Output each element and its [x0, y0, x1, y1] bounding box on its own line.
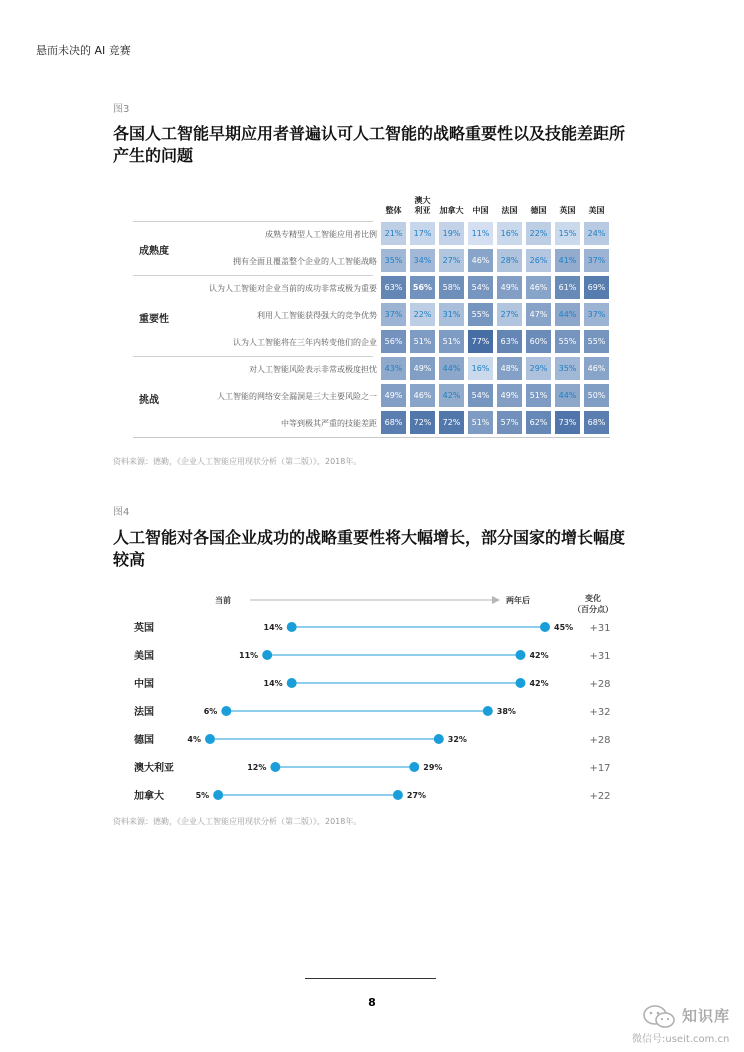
future-value-label: 27% — [406, 791, 427, 800]
heatmap-cell: 63% — [497, 330, 522, 353]
current-dot — [287, 622, 297, 632]
future-dot — [515, 650, 525, 660]
figure4-label: 图4 — [113, 507, 130, 518]
heatmap-cell: 28% — [497, 249, 522, 272]
heatmap-cell: 46% — [584, 357, 609, 380]
future-value-label: 45% — [554, 623, 574, 632]
heatmap-cell: 68% — [584, 411, 609, 434]
group-divider — [133, 275, 373, 276]
heatmap-cell: 51% — [439, 330, 464, 353]
current-value-label: 6% — [203, 707, 218, 716]
legend-current: 当前 — [215, 596, 231, 605]
table-bottom-rule — [133, 437, 610, 438]
page-number: 8 — [368, 996, 376, 1009]
heatmap-cell: 51% — [526, 384, 551, 407]
current-value-label: 4% — [187, 735, 201, 744]
group-name: 重要性 — [139, 313, 169, 325]
legend-arrow-head — [492, 596, 500, 604]
heatmap-cell: 60% — [526, 330, 551, 353]
future-dot — [393, 790, 403, 800]
future-value-label: 42% — [529, 679, 549, 688]
group-divider — [133, 221, 373, 222]
heatmap-cell: 27% — [439, 249, 464, 272]
future-value-label: 38% — [496, 707, 516, 716]
country-label: 澳大利亚 — [134, 763, 174, 774]
column-header: 整体 — [385, 206, 402, 215]
footer-rule — [305, 978, 436, 979]
heatmap-cell: 55% — [468, 303, 493, 326]
future-value-label: 42% — [529, 651, 549, 660]
group-name: 挑战 — [139, 394, 159, 406]
group-name: 成熟度 — [139, 246, 169, 257]
change-value: +31 — [589, 623, 611, 634]
heatmap-cell: 15% — [555, 222, 580, 245]
heatmap-cell: 62% — [526, 411, 551, 434]
watermark — [632, 1005, 730, 1045]
country-label: 英国 — [134, 623, 154, 634]
change-header: 变化 — [585, 594, 601, 603]
heatmap-cell: 49% — [410, 357, 435, 380]
row-label: 拥有全面且覆盖整个企业的人工智能战略 — [233, 257, 377, 266]
heatmap-cell: 29% — [526, 357, 551, 380]
future-dot — [515, 678, 525, 688]
heatmap-cell: 19% — [439, 222, 464, 245]
current-dot — [287, 678, 297, 688]
heatmap-cell: 49% — [381, 384, 406, 407]
heatmap-cell: 58% — [439, 276, 464, 299]
current-dot — [270, 762, 280, 772]
heatmap-cell: 73% — [555, 411, 580, 434]
heatmap-cell: 72% — [439, 411, 464, 434]
change-value: +28 — [589, 735, 611, 746]
country-label: 德国 — [134, 735, 154, 746]
change-value: +31 — [589, 651, 611, 662]
current-value-label: 12% — [247, 763, 267, 772]
heatmap-cell: 44% — [555, 303, 580, 326]
current-dot — [262, 650, 272, 660]
change-header-unit: （百分点） — [573, 605, 613, 614]
column-header: 美国 — [588, 206, 605, 215]
column-header: 加拿大 — [439, 206, 464, 215]
current-dot — [213, 790, 223, 800]
row-label: 人工智能的网络安全漏洞是三大主要风险之一 — [217, 392, 377, 401]
heatmap-cell: 47% — [526, 303, 551, 326]
running-head: 悬而未决的 AI 竞赛 — [36, 44, 131, 57]
heatmap-cell: 51% — [410, 330, 435, 353]
future-dot — [409, 762, 419, 772]
heatmap-cell: 17% — [410, 222, 435, 245]
heatmap-cell: 46% — [410, 384, 435, 407]
heatmap-cell: 35% — [381, 249, 406, 272]
heatmap-cell: 35% — [555, 357, 580, 380]
heatmap-cell: 46% — [468, 249, 493, 272]
row-label: 成熟专精型人工智能应用者比例 — [265, 230, 377, 239]
heatmap-cell: 27% — [497, 303, 522, 326]
heatmap-cell: 69% — [584, 276, 609, 299]
heatmap-cell: 46% — [526, 276, 551, 299]
heatmap-cell: 26% — [526, 249, 551, 272]
current-dot — [221, 706, 231, 716]
change-value: +32 — [589, 707, 611, 718]
heatmap-cell: 56% — [410, 276, 435, 299]
heatmap-cell: 11% — [468, 222, 493, 245]
change-value: +22 — [589, 791, 611, 802]
current-dot — [205, 734, 215, 744]
heatmap-cell: 34% — [410, 249, 435, 272]
heatmap-cell: 55% — [584, 330, 609, 353]
heatmap-cell: 77% — [468, 330, 493, 353]
country-label: 美国 — [134, 651, 154, 662]
current-value-label: 14% — [263, 679, 283, 688]
row-label: 对人工智能风险表示非常或极度担忧 — [249, 365, 377, 374]
heatmap-cell: 68% — [381, 411, 406, 434]
heatmap-cell: 24% — [584, 222, 609, 245]
country-label: 加拿大 — [134, 791, 164, 802]
heatmap-cell: 56% — [381, 330, 406, 353]
heatmap-cell: 48% — [497, 357, 522, 380]
heatmap-cell: 44% — [439, 357, 464, 380]
heatmap-cell: 31% — [439, 303, 464, 326]
heatmap-cell: 50% — [584, 384, 609, 407]
heatmap-cell: 37% — [381, 303, 406, 326]
column-header: 英国 — [559, 206, 576, 215]
heatmap-cell: 54% — [468, 384, 493, 407]
current-value-label: 5% — [195, 791, 210, 800]
watermark-subtitle: 微信号:useit.com.cn — [632, 1034, 730, 1045]
future-value-label: 32% — [447, 735, 467, 744]
column-header: 中国 — [472, 206, 489, 215]
heatmap-cell: 54% — [468, 276, 493, 299]
group-divider — [133, 356, 373, 357]
country-label: 法国 — [134, 707, 154, 718]
heatmap-cell: 16% — [468, 357, 493, 380]
column-header: 法国 — [501, 206, 518, 215]
figure3-label: 图3 — [113, 104, 130, 115]
row-label: 利用人工智能获得强大的竞争优势 — [257, 311, 377, 320]
heatmap-cell: 44% — [555, 384, 580, 407]
change-value: +28 — [589, 679, 611, 690]
future-dot — [434, 734, 444, 744]
column-header: 德国 — [530, 206, 547, 215]
figure3-title: 各国人工智能早期应用者普遍认可人工智能的战略重要性以及技能差距所产生的问题 — [113, 124, 626, 165]
heatmap-cell: 42% — [439, 384, 464, 407]
heatmap-cell: 55% — [555, 330, 580, 353]
heatmap-cell: 37% — [584, 249, 609, 272]
future-dot — [483, 706, 493, 716]
figure3-source: 资料来源：德勤，《企业人工智能应用现状分析（第二版）》，2018年。 — [113, 457, 362, 466]
current-value-label: 11% — [239, 651, 259, 660]
heatmap-cell: 49% — [497, 276, 522, 299]
row-label: 认为人工智能对企业当前的成功非常或极为重要 — [209, 284, 377, 293]
figure4-title: 人工智能对各国企业成功的战略重要性将大幅增长，部分国家的增长幅度较高 — [113, 528, 626, 569]
heatmap-cell: 22% — [526, 222, 551, 245]
country-label: 中国 — [134, 679, 154, 690]
heatmap-cell: 61% — [555, 276, 580, 299]
current-value-label: 14% — [263, 623, 283, 632]
change-value: +17 — [589, 763, 611, 774]
wechat-icon — [642, 1005, 676, 1029]
heatmap-cell: 37% — [584, 303, 609, 326]
heatmap-cell: 72% — [410, 411, 435, 434]
figure4-source: 资料来源：德勤，《企业人工智能应用现状分析（第二版）》，2018年。 — [113, 817, 362, 826]
future-value-label: 29% — [423, 763, 443, 772]
heatmap-cell: 57% — [497, 411, 522, 434]
row-label: 中等到极其严重的技能差距 — [281, 419, 377, 428]
watermark-title: 知识库 — [682, 1007, 731, 1025]
heatmap-cell: 49% — [497, 384, 522, 407]
heatmap-cell: 21% — [381, 222, 406, 245]
heatmap-cell: 16% — [497, 222, 522, 245]
heatmap-cell: 51% — [468, 411, 493, 434]
heatmap-cell: 22% — [410, 303, 435, 326]
heatmap-cell: 63% — [381, 276, 406, 299]
heatmap-cell: 43% — [381, 357, 406, 380]
heatmap-cell: 41% — [555, 249, 580, 272]
legend-future: 两年后 — [506, 596, 530, 605]
future-dot — [540, 622, 550, 632]
row-label: 认为人工智能将在三年内转变他们的企业 — [233, 338, 377, 347]
column-header: 澳大 利亚 — [414, 196, 431, 215]
